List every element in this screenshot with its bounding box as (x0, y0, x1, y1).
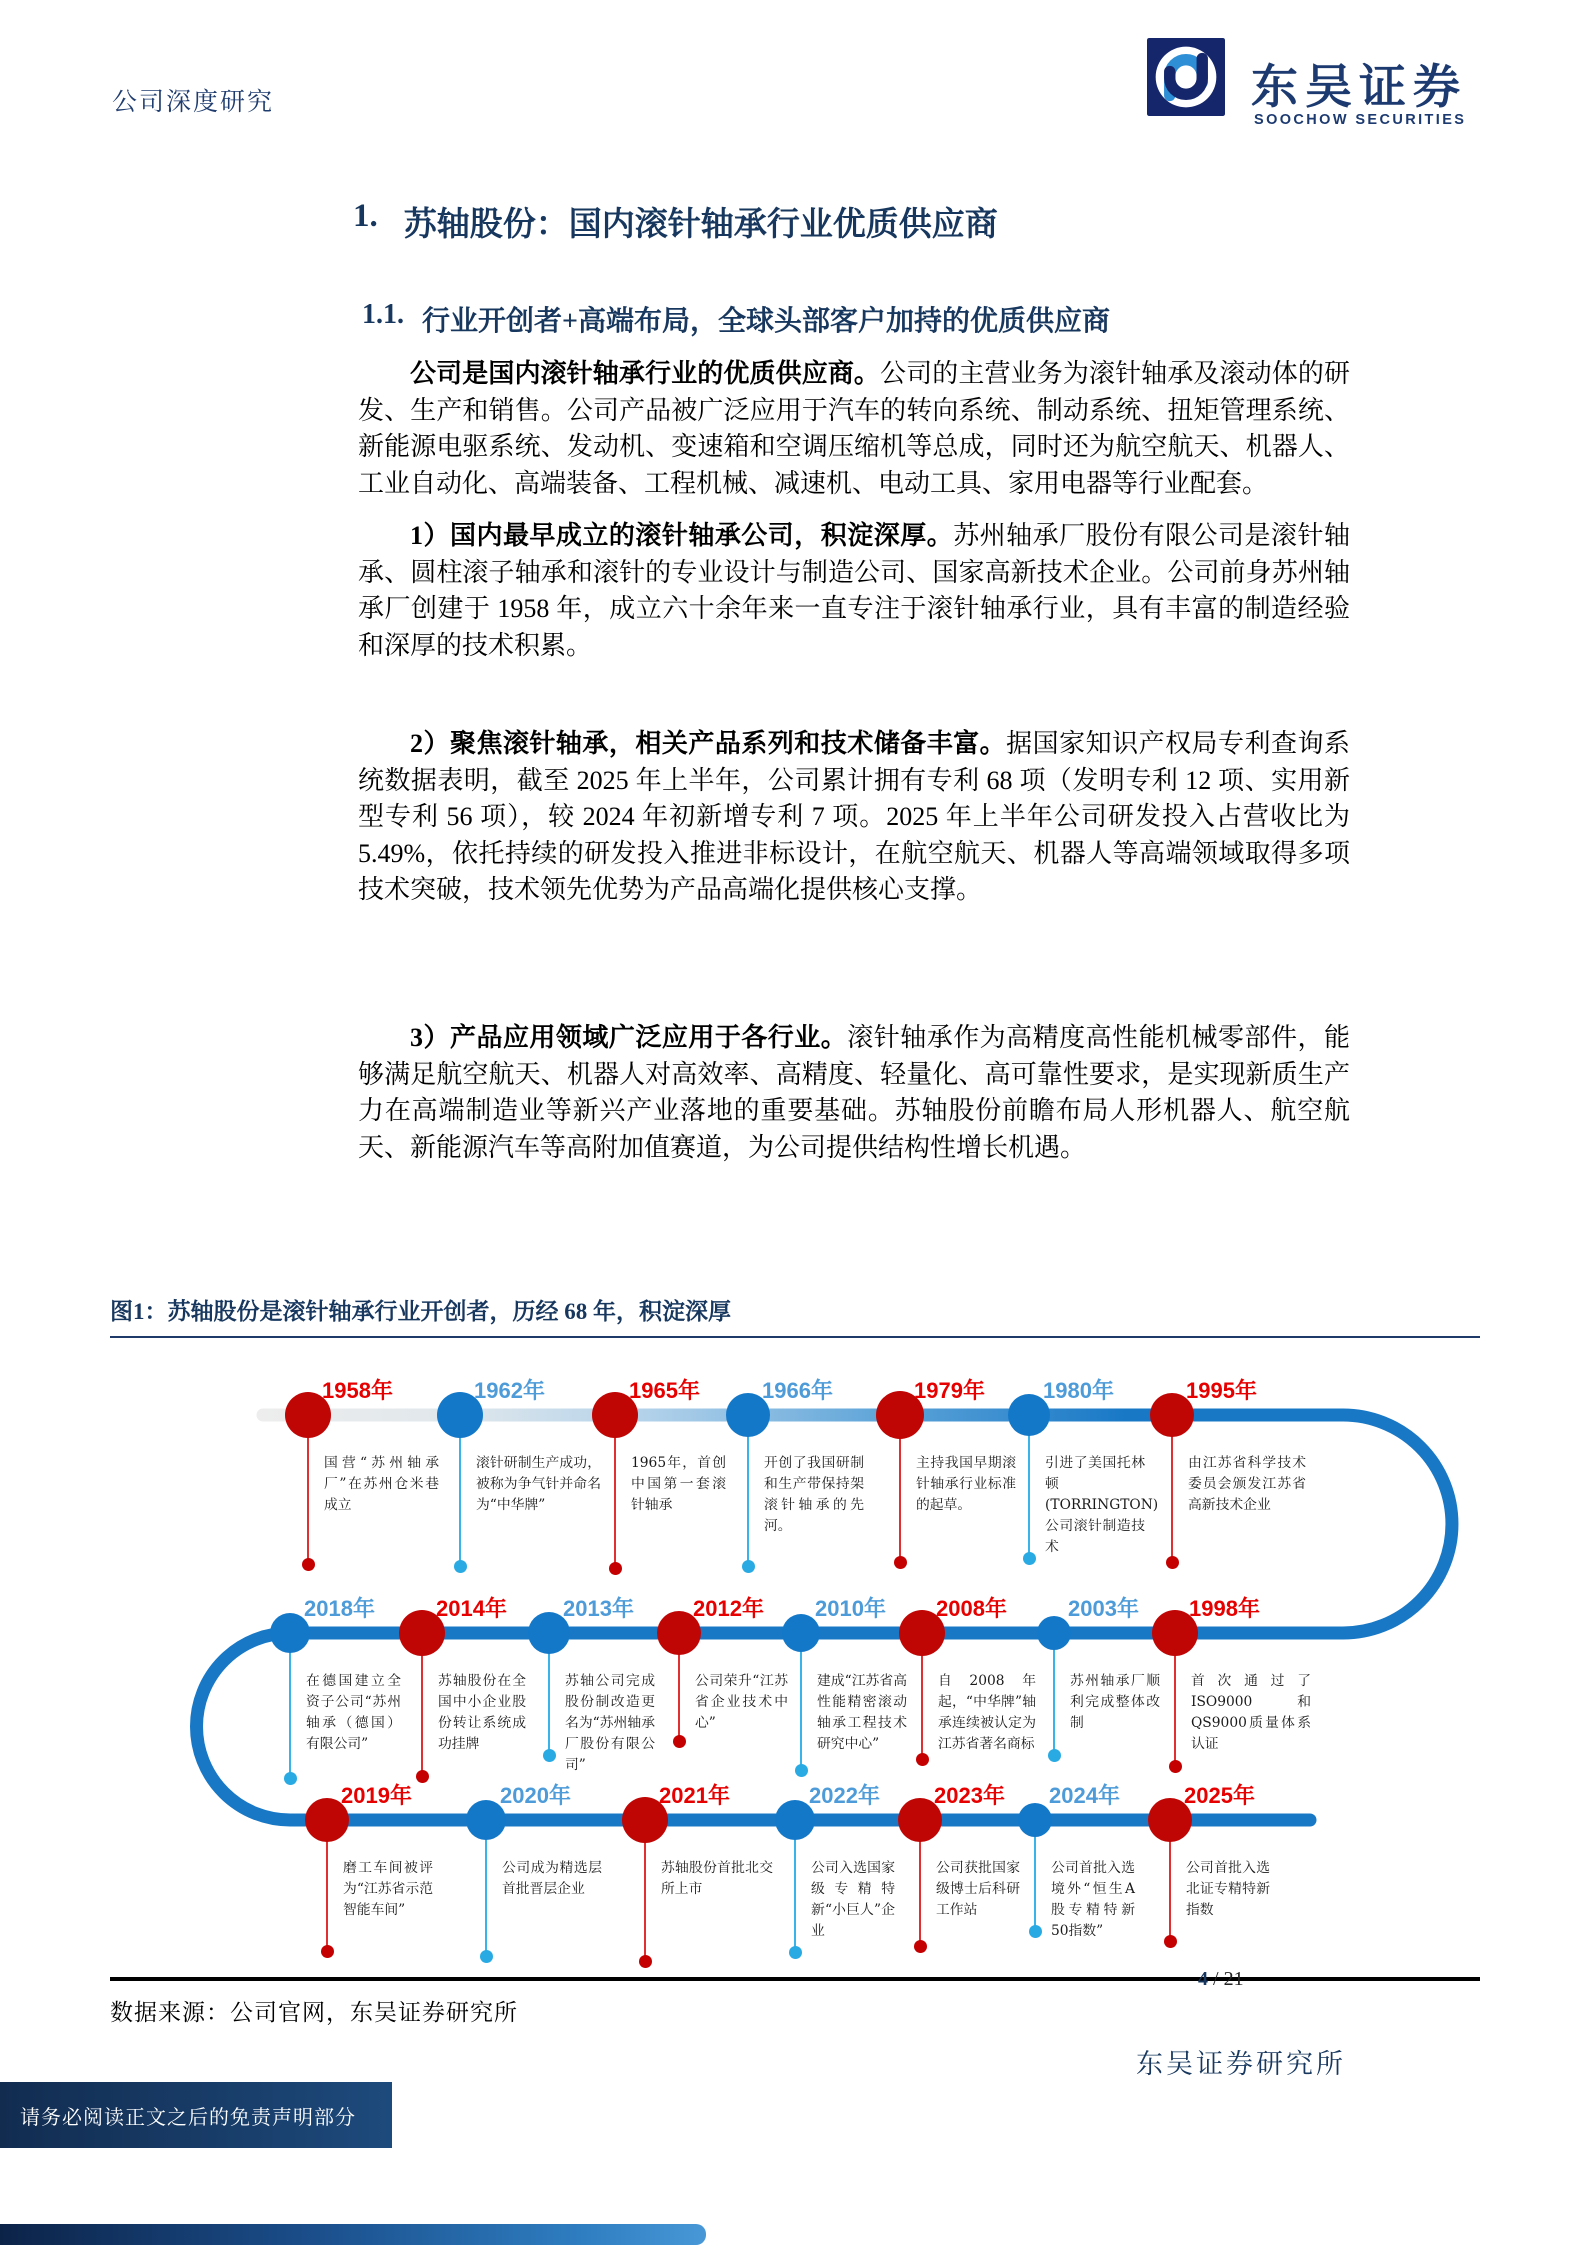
timeline-stem-dot (284, 1772, 297, 1785)
page-number (1198, 1968, 1244, 1991)
timeline-stem (289, 1633, 291, 1777)
paragraph-2-body: 苏州轴承厂股份有限公司是滚针轴承、圆柱滚子轴承和滚针的专业设计与制造公司、国家高新技术企业。公司前身苏州轴承厂创建于 1958 年，成立六十余年来一直专注于滚针轴承行业，具有丰富的制造经验和深厚的技术积累。 (358, 521, 1350, 660)
timeline-stem (1028, 1415, 1030, 1557)
timeline-event-desc: 自2008年起，“中华牌”轴承连续被认定为江苏省著名商标 (938, 1673, 1036, 1752)
disclaimer-banner (0, 2082, 392, 2148)
timeline-year-label: 2019年 (341, 1783, 412, 1808)
timeline-year-label: 2008年 (936, 1596, 1007, 1621)
timeline-stem (1053, 1633, 1055, 1754)
timeline-event-desc: 公司首批入选境外“恒生A股专精特新50指数” (1051, 1860, 1135, 1939)
timeline-year-label: 2003年 (1068, 1596, 1139, 1621)
timeline-stem-dot (1166, 1556, 1179, 1569)
timeline-event-desc: 苏轴公司完成股份制改造更名为“苏州轴承厂股份有限公司” (565, 1673, 655, 1773)
paragraph-2-lead: 1）国内最早成立的滚针轴承公司，积淀深厚。 (410, 521, 954, 550)
timeline-stem (800, 1633, 802, 1769)
timeline-event-desc: 由江苏省科学技术委员会颁发江苏省高新技术企业 (1188, 1455, 1306, 1513)
paragraph-1-body: 公司的主营业务为滚针轴承及滚动体的研发、生产和销售。公司产品被广泛应用于汽车的转向系统、制动系统、扭矩管理系统、新能源电驱系统、发动机、变速箱和空调压缩机等总成，同时还为航空航天、机器人、工业自动化、高端装备、工程机械、减速机、电动工具、家用电器等行业配套。 (358, 359, 1350, 498)
report-type-label: 公司深度研究 (112, 89, 275, 116)
timeline-year-label: 1966年 (762, 1378, 833, 1403)
timeline-dot (1037, 1616, 1071, 1650)
timeline-year-label: 1995年 (1186, 1378, 1257, 1403)
paragraph-3-body: 据国家知识产权局专利查询系统数据表明，截至 2025 年上半年，公司累计拥有专利 68 项（发明专利 12 项、实用新型专利 56 项），较 2024 年初新增专利 7 项。2025 年上半年公司研发投入占营收比为 5.49%，依托持续的研发投入推进非标设计，在航空航天、机器人等高端领域取得多项技术突破，技术领先优势为产品高端化提供核心支撑。 (358, 729, 1350, 904)
timeline-stem (485, 1820, 487, 1955)
timeline-year-label: 2023年 (934, 1783, 1005, 1808)
timeline-stem-dot (1023, 1552, 1036, 1565)
timeline-stem-dot (1029, 1925, 1042, 1938)
timeline-event-desc: 1965年，首创中国第一套滚针轴承 (631, 1455, 726, 1513)
bottom-decoration-bar (0, 2224, 706, 2245)
timeline-stem-dot (673, 1735, 686, 1748)
timeline-event-desc: 公司入选国家级专精特新“小巨人”企业 (811, 1860, 895, 1939)
figure-1-title: 图1：苏轴股份是滚针轴承行业开创者，历经 68 年，积淀深厚 (110, 1299, 731, 1324)
timeline-year-label: 1979年 (914, 1378, 985, 1403)
timeline-event-desc: 在德国建立全资子公司“苏州轴承（德国）有限公司” (306, 1673, 401, 1752)
section-text: 苏轴股份：国内滚针轴承行业优质供应商 (403, 207, 998, 243)
paragraph-4-lead: 3）产品应用领域广泛应用于各行业。 (410, 1023, 848, 1052)
section-title-1 (353, 198, 998, 245)
timeline-dot (1018, 1803, 1052, 1837)
paragraph-4-body: 滚针轴承作为高精度高性能机械零部件，能够满足航空航天、机器人对高效率、高精度、轻量化、高可靠性要求，是实现新质生产力在高端制造业等新兴产业落地的重要基础。苏轴股份前瞻布局人形机器人、航空航天、新能源汽车等高附加值赛道，为公司提供结构性增长机遇。 (358, 1023, 1350, 1162)
timeline-stem-dot (543, 1749, 556, 1762)
paragraph-1-lead: 公司是国内滚针轴承行业的优质供应商。 (410, 359, 881, 388)
section-title-1-1 (362, 299, 1110, 339)
timeline-year-label: 2020年 (500, 1783, 571, 1808)
page-total: 21 (1223, 1968, 1244, 1990)
figure-top-rule (110, 1336, 1480, 1338)
brand-logo (1147, 38, 1487, 138)
timeline-event-desc: 引进了美国托林顿(TORRINGTON)公司滚针制造技术 (1045, 1455, 1159, 1555)
timeline-event-desc: 公司首批入选北证专精特新指数 (1186, 1860, 1270, 1918)
timeline-event-desc: 公司荣升“江苏省企业技术中心” (695, 1673, 788, 1731)
timeline-event-desc: 公司成为精选层首批晋层企业 (502, 1860, 602, 1897)
paragraph-2 (358, 518, 1350, 664)
brand-name-en: SOOCHOW SECURITIES (1254, 112, 1467, 128)
timeline-year-label: 2012年 (693, 1596, 764, 1621)
page-current: 4 (1198, 1968, 1208, 1990)
timeline-year-label: 1998年 (1189, 1596, 1260, 1621)
timeline-stem-dot (321, 1945, 334, 1958)
disclaimer-text: 请务必阅读正文之后的免责声明部分 (20, 2106, 356, 2129)
timeline-event-desc: 苏州轴承厂顺利完成整体改制 (1070, 1673, 1160, 1731)
timeline-year-label: 1958年 (322, 1378, 393, 1403)
timeline-canvas (110, 1345, 1480, 1970)
timeline-stem-dot (609, 1562, 622, 1575)
timeline-event-desc: 苏轴股份在全国中小企业股份转让系统成功挂牌 (438, 1673, 526, 1752)
timeline-event-desc: 首次通过了ISO9000和QS9000质量体系认证 (1191, 1673, 1311, 1752)
timeline-stem-dot (302, 1558, 315, 1571)
timeline-year-label: 2018年 (304, 1596, 375, 1621)
timeline-stem-dot (916, 1753, 929, 1766)
figure-source: 数据来源：公司官网，东吴证券研究所 (110, 2000, 518, 2025)
soochow-logo-icon (1147, 38, 1225, 116)
timeline-stem-dot (742, 1560, 755, 1573)
paragraph-3 (358, 726, 1350, 909)
paragraph-3-lead: 2）聚焦滚针轴承，相关产品系列和技术储备丰富。 (410, 729, 1007, 758)
timeline-stem-dot (789, 1946, 802, 1959)
timeline-event-desc: 主持我国早期滚针轴承行业标准的起草。 (916, 1455, 1016, 1513)
timeline-event-desc: 苏轴股份首批北交所上市 (661, 1860, 773, 1897)
brand-name-cn: 东吴证券 (1251, 62, 1467, 114)
timeline-year-label: 2021年 (659, 1783, 730, 1808)
timeline-stem-dot (894, 1556, 907, 1569)
timeline-event-desc: 公司获批国家级博士后科研工作站 (936, 1860, 1020, 1918)
timeline-stem (747, 1415, 749, 1565)
paragraph-1 (358, 356, 1350, 502)
timeline-year-label: 2025年 (1184, 1783, 1255, 1808)
figure-bottom-rule (110, 1977, 1480, 1981)
timeline-stem-dot (416, 1770, 429, 1783)
timeline-stem-dot (914, 1940, 927, 1953)
timeline-year-label: 1962年 (474, 1378, 545, 1403)
timeline-event-desc: 国营“苏州轴承厂”在苏州仓米巷成立 (324, 1455, 439, 1513)
timeline-year-label: 1965年 (629, 1378, 700, 1403)
timeline-stem-dot (480, 1950, 493, 1963)
timeline-stem-dot (1169, 1760, 1182, 1773)
subsection-text: 行业开创者+高端布局，全球头部客户加持的优质供应商 (422, 306, 1110, 337)
subsection-number: 1.1. (362, 299, 404, 330)
institute-name: 东吴证券研究所 (1136, 2049, 1346, 2079)
timeline-year-label: 2013年 (563, 1596, 634, 1621)
timeline-event-desc: 建成“江苏省高性能精密滚动轴承工程技术研究中心” (817, 1673, 907, 1752)
timeline-event-desc: 开创了我国研制和生产带保持架滚针轴承的先河。 (764, 1455, 864, 1534)
timeline-event-desc: 滚针研制生产成功，被称为争气针并命名为“中华牌” (476, 1455, 601, 1513)
timeline-stem-dot (795, 1764, 808, 1777)
timeline-year-label: 2022年 (809, 1783, 880, 1808)
timeline-event-desc: 磨工车间被评为“江苏省示范智能车间” (343, 1860, 433, 1918)
timeline-year-label: 2014年 (436, 1596, 507, 1621)
timeline-stem-dot (639, 1955, 652, 1968)
timeline-year-label: 1980年 (1043, 1378, 1114, 1403)
timeline-stem-dot (1048, 1749, 1061, 1762)
timeline-year-label: 2010年 (815, 1596, 886, 1621)
paragraph-4 (358, 1020, 1350, 1166)
timeline-year-label: 2024年 (1049, 1783, 1120, 1808)
timeline-stem-dot (454, 1560, 467, 1573)
page-separator: / (1208, 1968, 1224, 1990)
section-number: 1. (353, 198, 378, 234)
timeline-stem-dot (1164, 1935, 1177, 1948)
